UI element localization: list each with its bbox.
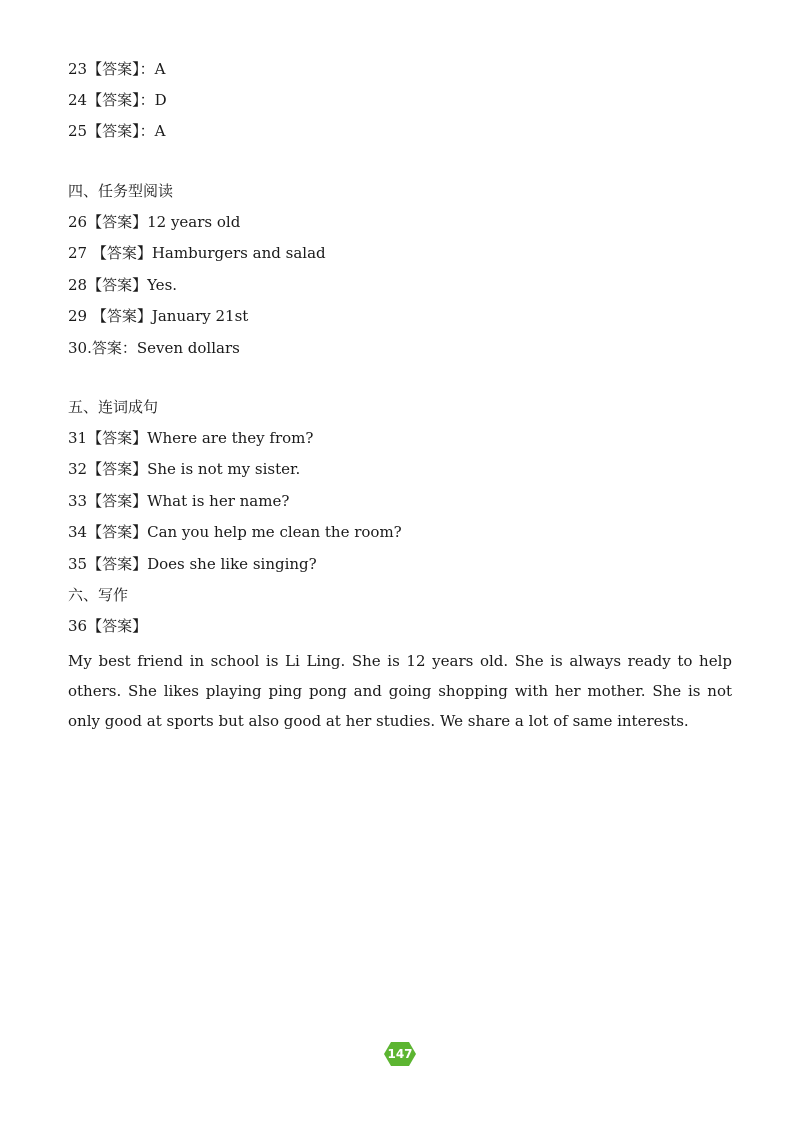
section-6-heading: 六、写作 xyxy=(68,586,129,604)
answer-24: 24【答案】：D xyxy=(68,91,167,109)
answer-26: 26【答案】12 years old xyxy=(68,213,241,231)
answer-33: 33【答案】What is her name? xyxy=(68,492,290,510)
answer-28: 28【答案】Yes. xyxy=(68,276,178,294)
answer-29: 29 【答案】January 21st xyxy=(68,307,249,325)
answer-31: 31【答案】Where are they from? xyxy=(68,429,314,447)
essay-paragraph: My best friend in school is Li Ling. She is 12 years old. She is always ready to help others. She likes playing ping pong and going shopping with her mother. She is not only good at sports but also good at her studies. We share a lot of same interests. xyxy=(68,652,732,730)
answer-35: 35【答案】Does she like singing? xyxy=(68,555,317,573)
answer-30: 30.答案：Seven dollars xyxy=(68,339,240,357)
page-number-badge xyxy=(383,1041,417,1067)
answer-36-label: 36【答案】 xyxy=(68,617,148,635)
section-5-heading: 五、连词成句 xyxy=(68,398,159,416)
page-number: 147 xyxy=(387,1047,413,1061)
answer-27: 27 【答案】Hamburgers and salad xyxy=(68,244,326,262)
section-4-heading: 四、任务型阅读 xyxy=(68,182,174,200)
answer-23: 23【答案】：A xyxy=(68,60,166,78)
answer-34: 34【答案】Can you help me clean the room? xyxy=(68,523,402,541)
answer-32: 32【答案】She is not my sister. xyxy=(68,460,301,478)
answer-25: 25【答案】：A xyxy=(68,122,166,140)
